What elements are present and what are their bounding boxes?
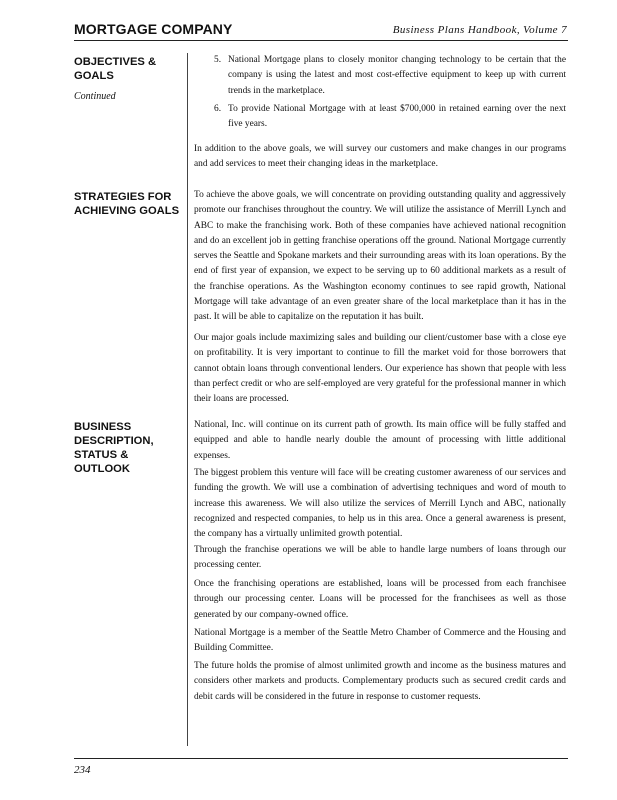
list-item: National Mortgage plans to closely monitor changing technology to be certain that the company is using the latest and most cost-effective equipment to keep up with current trends in the marketplace. xyxy=(228,55,566,96)
continued-label: Continued xyxy=(74,91,116,102)
heading-line: GOALS xyxy=(74,70,114,82)
list-item-number: 6. xyxy=(214,104,222,114)
heading-line: BUSINESS xyxy=(74,421,132,433)
paragraph: Once the franchising operations are established, loans will be processed from each franchisee through our processing center. Loans will be processed for the franchisees as well as those generated by our company-owned office. xyxy=(194,579,566,620)
paragraph: To achieve the above goals, we will concentrate on providing outstanding quality and aggressively promote our franchises throughout the country. We will utilize the assistance of Merrill Lynch and ABC to make the franchising work. Both of these companies have achieved national recognition and do an excellent job in getting franchise operations off the ground. National Mortgage currently serves the Seattle and Spokane markets and their surrounding areas with its loan operations. By the end of first year of expansion, we expect to be serving up to 60 additional markets as a result of the franchise operations. As the Washington economy continues to see rapid growth, National Mortgage will take advantage of an even greater share of the local marketplace than it has in the past. It will be able to capitalize on the reputation it has built. xyxy=(194,190,566,323)
paragraph: National, Inc. will continue on its current path of growth. Its main office will be fully staffed and equipped and able to handle nearly double the amount of processing with little additional expenses. xyxy=(194,420,566,461)
running-header-company: MORTGAGE COMPANY xyxy=(74,21,233,37)
heading-line: STRATEGIES FOR xyxy=(74,191,172,203)
header-rule xyxy=(74,40,568,41)
paragraph: In addition to the above goals, we will survey our customers and make changes in our programs and add services to meet their changing ideas in the marketplace. xyxy=(194,144,566,170)
heading-line: OBJECTIVES & xyxy=(74,56,157,68)
section-heading-business xyxy=(74,420,154,476)
heading-line: ACHIEVING GOALS xyxy=(74,205,180,217)
footer-rule xyxy=(74,758,568,759)
section-heading-strategies xyxy=(74,190,179,218)
heading-line: OUTLOOK xyxy=(74,463,130,475)
list-item-number: 5. xyxy=(214,55,222,65)
heading-line: DESCRIPTION, xyxy=(74,435,154,447)
paragraph: The future holds the promise of almost unlimited growth and income as the business matures and considers other markets and products. Complementary products such as secured credit cards and debit cards will be considered in the future in response to customer requests. xyxy=(194,661,566,702)
paragraph: Our major goals include maximizing sales and building our client/customer base with a close eye on profitability. It is very important to continue to fill the market void for those borrowers that cannot obtain loans through conventional lenders. Our experience has shown that people with less than perfect credit or who are self-employed are very grateful for the professional manner in which their loans are processed. xyxy=(194,333,566,405)
paragraph: National Mortgage is a member of the Seattle Metro Chamber of Commerce and the Housing and Building Committee. xyxy=(194,628,566,654)
page-number: 234 xyxy=(74,764,91,776)
paragraph: Through the franchise operations we will be able to handle large numbers of loans through our processing center. xyxy=(194,545,566,571)
column-divider xyxy=(187,53,188,746)
heading-line: STATUS & xyxy=(74,449,129,461)
paragraph: The biggest problem this venture will face will be creating customer awareness of our services and funding the growth. We will use a combination of advertising techniques and word of mouth to increase this awareness. We will also utilize the services of Merrill Lynch and ABC, nationally recognized and respected companies, to help us in this area. Once a general awareness is present, the company has a virtually unlimited growth potential. xyxy=(194,468,566,540)
section-heading-objectives xyxy=(74,55,156,83)
running-header-book-title: Business Plans Handbook, Volume 7 xyxy=(392,24,567,36)
list-item: To provide National Mortgage with at least $700,000 in retained earning over the next five years. xyxy=(228,104,566,130)
